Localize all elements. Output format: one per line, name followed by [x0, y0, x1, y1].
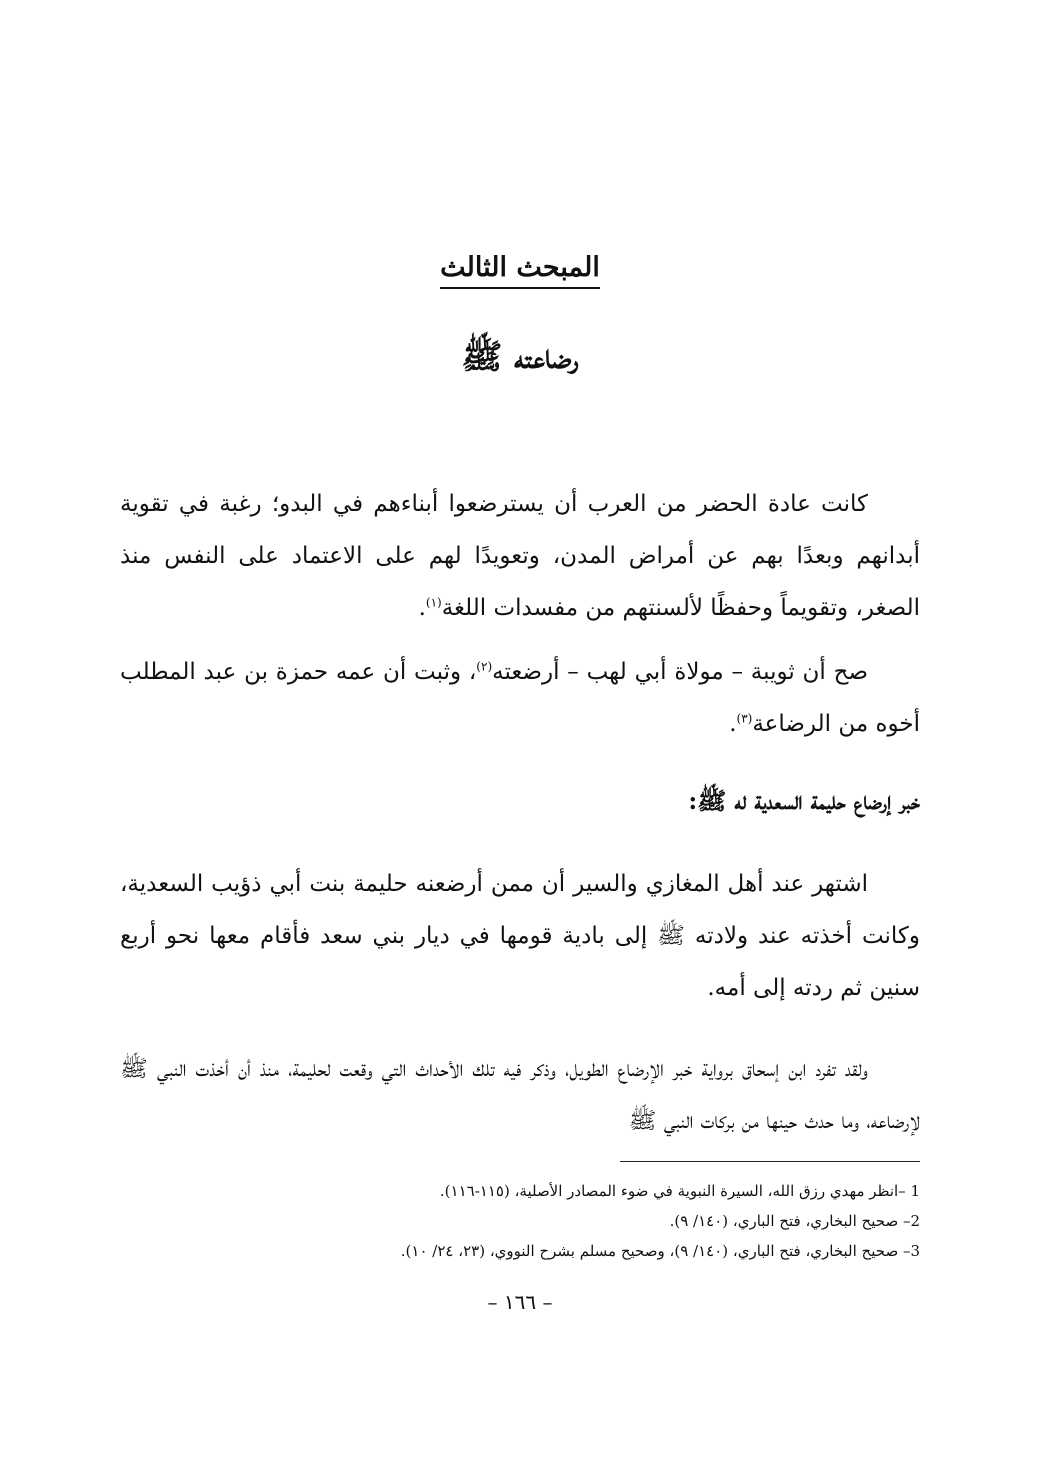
footnote-1: 1 –انظر مهدي رزق الله، السيرة النبوية في ضوء المصادر الأصلية، (١١٥-١١٦).	[439, 1182, 920, 1200]
paragraph-2-text-a: صح أن ثويبة – مولاة أبي لهب – أرضعته	[492, 659, 868, 685]
paragraph-3: اشتهر عند أهل المغازي والسير أن ممن أرضعنه حليمة بنت أبي ذؤيب السعدية، وكانت أخذته عند ولادته ﷺ إلى بادية قومها في ديار بني سعد فأقام معها نحو أربع سنين ثم ردته إلى أمه.	[120, 871, 920, 1001]
page-number: – ١٦٦ –	[487, 1290, 553, 1314]
paragraph-2-end: .	[729, 711, 737, 737]
footnote-2: 2– صحيح البخاري، فتح الباري، (١٤٠/ ٩).	[669, 1212, 920, 1230]
paragraph-1-end: .	[418, 595, 426, 621]
subheading: خبر إرضاع حليمة السعدية له ﷺ:	[688, 786, 920, 815]
paragraph-4: ولقد تفرد ابن إسحاق برواية خبر الإرضاع الطويل، وذكر فيه تلك الأحداث التي وقعت لحليمة، منذ أن أخذت النبي ﷺ لإرضاعه، وما حدث حينها من بركات النبي ﷺ	[120, 1056, 920, 1134]
footnote-ref-2: (٢)	[476, 659, 493, 674]
footnote-ref-3: (٣)	[736, 711, 753, 726]
footnote-divider	[620, 1161, 920, 1162]
paragraph-1-text: كانت عادة الحضر من العرب أن يسترضعوا أبناءهم في البدو؛ رغبة في تقوية أبدانهم وبعدًا بهم عن أمراض المدن، وتعويدًا لهم على الاعتماد على النفس منذ الصغر، وتقويماً وحفظًا لألسنتهم من مفسدات اللغة	[120, 491, 920, 621]
paragraph-2	[120, 646, 920, 750]
chapter-title: رضاعته ﷺ	[461, 337, 579, 377]
footnote-ref-1: (١)	[425, 595, 442, 610]
section-label-text: المبحث الثالث	[440, 252, 600, 289]
paragraph-1	[120, 478, 920, 634]
paragraph-2-text-b: ، وثبت أن عمه حمزة بن عبد المطلب أخوه من الرضاعة	[120, 659, 920, 737]
footnote-3: 3– صحيح البخاري، فتح الباري، (١٤٠/ ٩)، وصحيح مسلم بشرح النووي، (٢٣، ٢٤/ ١٠).	[400, 1242, 920, 1260]
section-label	[0, 252, 1040, 289]
footnotes-list	[120, 1176, 920, 1266]
